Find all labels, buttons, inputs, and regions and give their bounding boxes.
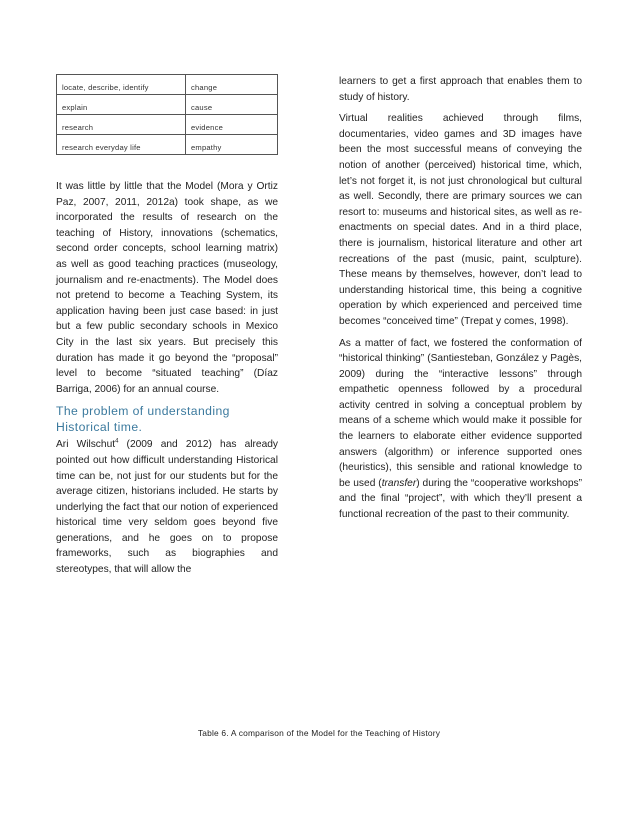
paragraph-virtual-realities: Virtual realities achieved through films, documentaries, video games and 3D images have been the most successful means of conveying the notion of another (perceived) historical time, which, let’s not forget it, is not just chronological but cultural as well. Secondly, there are primary sources we can resort to: museums and historical sites, as well as re-enactments on special dates. And in a third place, there is journalism, historical literature and other art recreations of the past (music, paint, sculpture). These means by themselves, however, don’t lead to understanding historical time, this being a cognitive operation by which experienced and perceived time becomes “conceived time” (Trepat y comes, 1998).: [339, 113, 582, 327]
footnote-marker: 4: [115, 438, 119, 445]
paragraph-wilschut: [56, 437, 278, 577]
author-name: Ari Wilschut: [56, 439, 116, 451]
table-cell: locate, describe, identify: [57, 75, 186, 95]
table-cell: explain: [57, 95, 186, 115]
emphasis-transfer: transfer: [381, 477, 417, 489]
table-caption: Table 6. A comparison of the Model for the Teaching of History: [197, 728, 441, 738]
table-cell: change: [186, 75, 278, 95]
table-cell: research everyday life: [57, 135, 186, 155]
table-row: [57, 135, 278, 155]
table-cell: research: [57, 115, 186, 135]
paragraph-text: (2009 and 2012) has already pointed out how difficult understanding Historical time can be, not just for our students but for the average citizen, historians included. He starts by underlying the fact that our notion of experienced historical time very seldom goes beyond five generations, and he goes on to propose frameworks, such as biographies and stereotypes, that will allow the: [56, 439, 278, 576]
paragraph-model-shape: It was little by little that the Model (Mora y Ortiz Paz, 2007, 2011, 2012a) took shape, as we incorporated the results of research on the teaching of History, innovations (schematics, second order concepts, school learning matrix) as well as good teaching practices (museology, journalism and re-enactments). The Model does not pretend to become a Teaching System, its application having been just case based: in just but a few public secondary schools in Mexico City in the last six years. But precisely this duration has made it go beyond the “proposal” level to become “situated teaching” (Díaz Barriga, 2006) for an annual course.: [56, 181, 278, 395]
table-cell: evidence: [186, 115, 278, 135]
left-column: [56, 74, 278, 584]
paragraph-text: ) during the “cooperative workshops” and the final “project”, with which they’ll present a functional recreation of the past to their community.: [339, 477, 582, 521]
section-heading: The problem of understanding Historical time.: [56, 404, 230, 435]
right-column: [339, 74, 582, 529]
paragraph-historical-thinking: [339, 336, 582, 523]
paragraph-learners: learners to get a first approach that enables them to study of history.: [339, 76, 582, 103]
table-cell: empathy: [186, 135, 278, 155]
table-row: [57, 95, 278, 115]
table-row: [57, 115, 278, 135]
paragraph-text: As a matter of fact, we fostered the conformation of “historical thinking” (Santiesteban, González y Pagès, 2009) during the “interactive lessons” through empathetic openness followed by a procedural activity centred in solving a conceptual problem by means of a scheme which would make it possible for the learners to elaborate either evidence supported answers (algorithm) or inference supported ones (heuristics), this sensible and rational knowledge to be used (: [339, 337, 582, 489]
comparison-table: [56, 74, 278, 155]
table-row: [57, 75, 278, 95]
table-cell: cause: [186, 95, 278, 115]
